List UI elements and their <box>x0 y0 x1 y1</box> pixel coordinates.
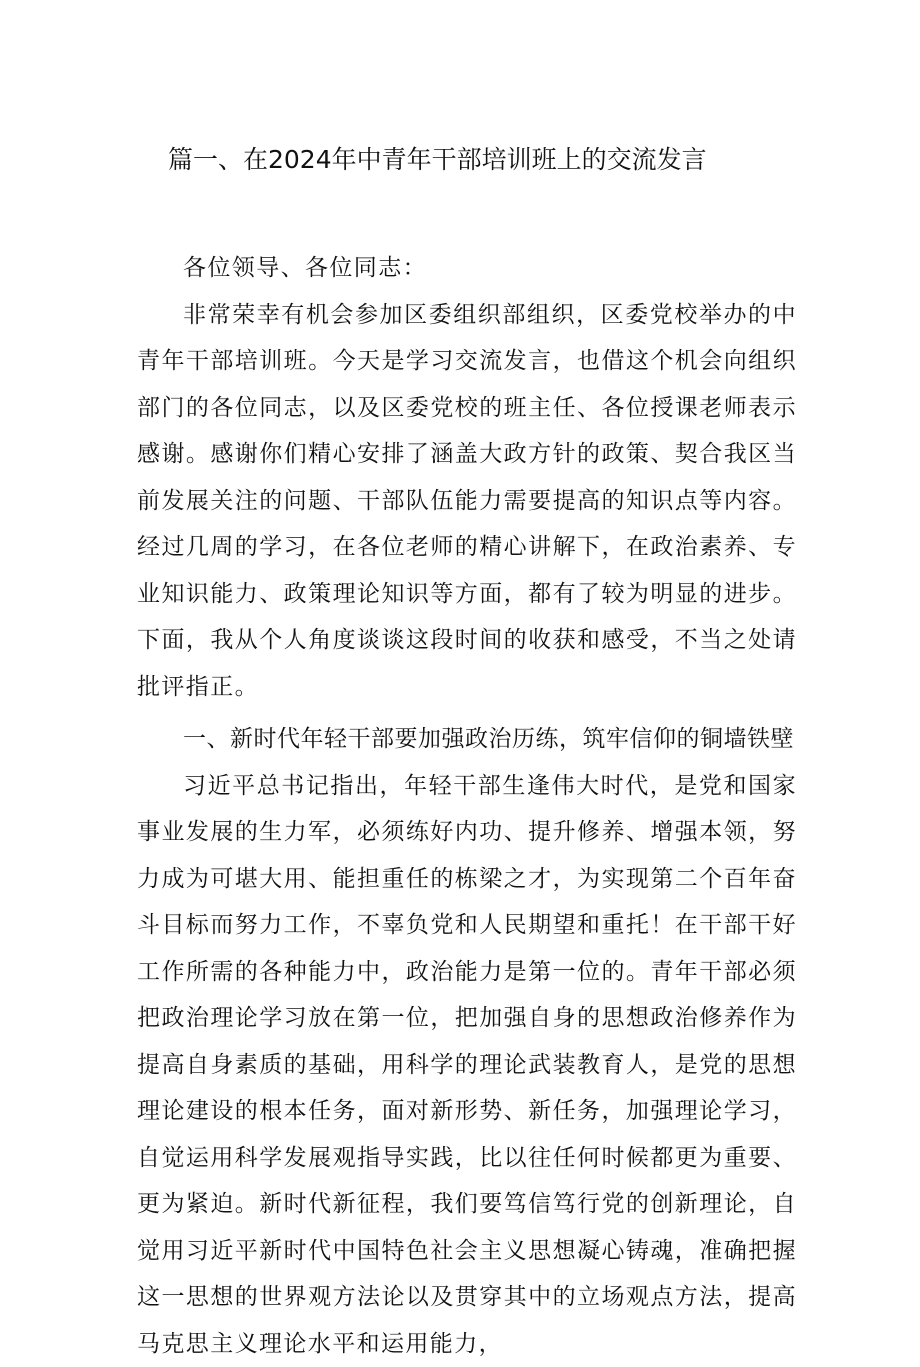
body-paragraph: 非常荣幸有机会参加区委组织部组织，区委党校举办的中青年干部培训班。今天是学习交流发言，也借这个机会向组织部门的各位同志，以及区委党校的班主任、各位授课老师表示感谢。感谢你们精心安排了涵盖大政方针的政策、契合我区当前发展关注的问题、干部队伍能力需要提高的知识点等内容。经过几周的学习，在各位老师的精心讲解下，在政治素养、专业知识能力、政策理论知识等方面，都有了较为明显的进步。下面，我从个人角度谈谈这段时间的收获和感受，不当之处请批评指正。 <box>137 292 797 711</box>
section-heading: 一、新时代年轻干部要加强政治历练，筑牢信仰的铜墙铁壁 <box>137 716 797 763</box>
salutation: 各位领导、各位同志： <box>137 245 797 292</box>
document-body <box>137 245 797 1367</box>
document-title: 篇一、在2024年中青年干部培训班上的交流发言 <box>168 140 707 176</box>
section-paragraph: 习近平总书记指出，年轻干部生逢伟大时代，是党和国家事业发展的生力军，必须练好内功、提升修养、增强本领，努力成为可堪大用、能担重任的栋梁之才，为实现第二个百年奋斗目标而努力工作，不辜负党和人民期望和重托！在干部干好工作所需的各种能力中，政治能力是第一位的。青年干部必须把政治理论学习放在第一位，把加强自身的思想政治修养作为提高自身素质的基础，用科学的理论武装教育人，是党的思想理论建设的根本任务，面对新形势、新任务，加强理论学习，自觉运用科学发展观指导实践，比以往任何时候都更为重要、更为紧迫。新时代新征程，我们要笃信笃行党的创新理论，自觉用习近平新时代中国特色社会主义思想凝心铸魂，准确把握这一思想的世界观方法论以及贯穿其中的立场观点方法，提高马克思主义理论水平和运用能力， <box>137 763 797 1367</box>
